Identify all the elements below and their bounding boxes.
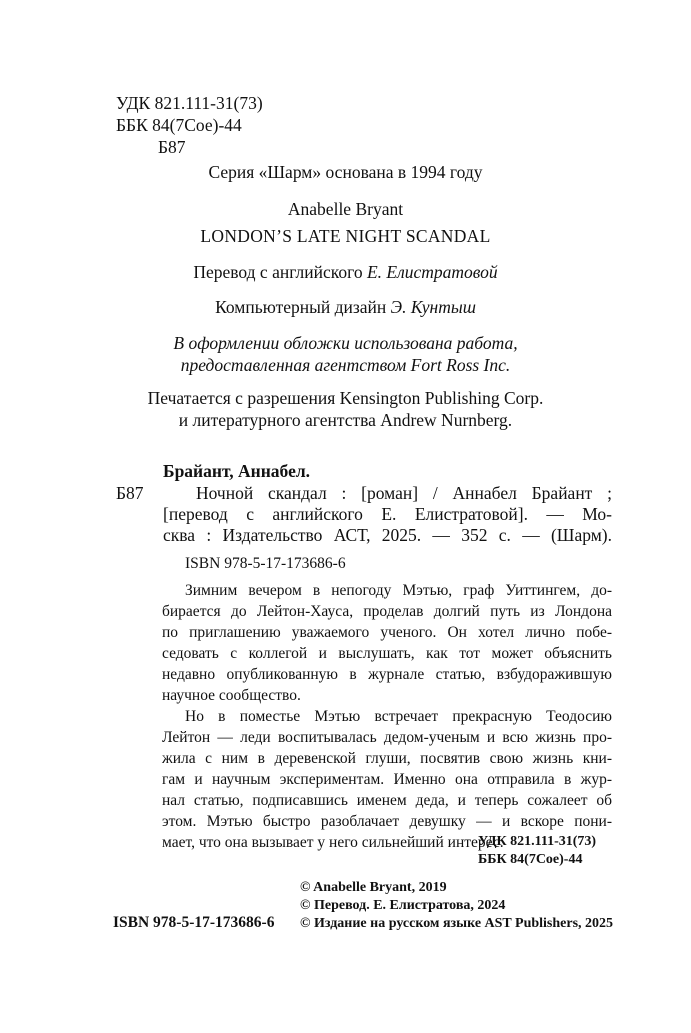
- bib-heading: Брайант, Аннабел.: [163, 461, 311, 481]
- annotation-line: Лейтон — леди воспитывалась дедом-ученым и всю жизнь про-: [162, 729, 612, 746]
- bib-author-mark: Б87: [116, 483, 144, 503]
- annotation-paragraph-2: [162, 706, 612, 853]
- translator-name: Е. Елистратовой: [366, 262, 498, 282]
- translator-credit: [0, 262, 691, 283]
- original-author: Anabelle Bryant: [287, 199, 404, 219]
- annotation-line: научное сообщество.: [162, 687, 301, 704]
- annotation-line: недавно опубликованную в журнале статью, взбудоражившую: [162, 666, 612, 683]
- copyright-edition: © Издание на русском языке AST Publishers, 2025: [300, 916, 614, 931]
- bib-isbn: ISBN 978-5-17-173686-6: [185, 555, 346, 572]
- annotation-line: седовать с коллегой и выслушать, как тот может объяснить: [162, 645, 612, 662]
- annotation-paragraph-1: [162, 580, 612, 706]
- annotation-line: этом. Мэтью быстро разоблачает девушку — и вскоре пони-: [162, 813, 612, 830]
- annotation-line: гам и научным экспериментам. Именно она отправила в жур-: [162, 771, 612, 788]
- annotation-line: бирается до Лейтон-Хауса, проделав долгий путь из Лондона: [162, 603, 612, 620]
- permission-line2: и литературного агентства Andrew Nurnberg.: [178, 410, 513, 430]
- udk-code: УДК 821.111-31(73): [116, 93, 263, 113]
- annotation-line: по приглашению уважаемого ученого. Он хотел лично побе-: [162, 624, 612, 641]
- bib-line: [перевод с английского Е. Елистратовой]. — Мо-: [163, 504, 612, 524]
- permission-line1: Печатается с разрешения Kensington Publishing Corp.: [147, 388, 544, 408]
- designer-prefix: Компьютерный дизайн: [215, 297, 387, 317]
- cover-note-line2: предоставленная агентством Fort Ross Inc.: [180, 355, 511, 375]
- bib-line: сква : Издательство АСТ, 2025. — 352 с. — (Шарм).: [163, 525, 612, 545]
- copyright-author: © Anabelle Bryant, 2019: [300, 880, 447, 895]
- bib-line: Ночной скандал : [роман] / Аннабел Брайант ;: [196, 483, 612, 503]
- designer-name: Э. Кунтыш: [390, 297, 476, 317]
- footer-udk: УДК 821.111-31(73): [478, 834, 597, 849]
- annotation-line: жила с ним в деревенской глуши, посвятив свою жизнь кни-: [162, 750, 612, 767]
- annotation: [162, 580, 612, 853]
- footer-isbn: ISBN 978-5-17-173686-6: [113, 914, 275, 931]
- annotation-line: мает, что она вызывает у него сильнейший интерес.: [162, 834, 504, 851]
- annotation-line: Зимним вечером в непогоду Мэтью, граф Уиттингем, до-: [185, 582, 612, 599]
- original-title: LONDON’S LATE NIGHT SCANDAL: [200, 226, 491, 246]
- bib-description: [163, 483, 612, 546]
- annotation-line: нал статью, подписавшись именем деда, и теперь сожалеет об: [162, 792, 612, 809]
- annotation-line: Но в поместье Мэтью встречает прекрасную Теодосию: [185, 708, 612, 725]
- designer-credit: [0, 297, 691, 318]
- bbk-code: ББК 84(7Сое)-44: [116, 115, 242, 135]
- translator-prefix: Перевод с английского: [193, 262, 363, 282]
- series-note: Серия «Шарм» основана в 1994 году: [208, 162, 483, 182]
- footer-bbk: ББК 84(7Сое)-44: [478, 852, 583, 867]
- copyright-translation: © Перевод. Е. Елистратова, 2024: [300, 898, 506, 913]
- cover-note-line1: В оформлении обложки использована работа,: [173, 333, 518, 353]
- author-mark: Б87: [158, 137, 186, 157]
